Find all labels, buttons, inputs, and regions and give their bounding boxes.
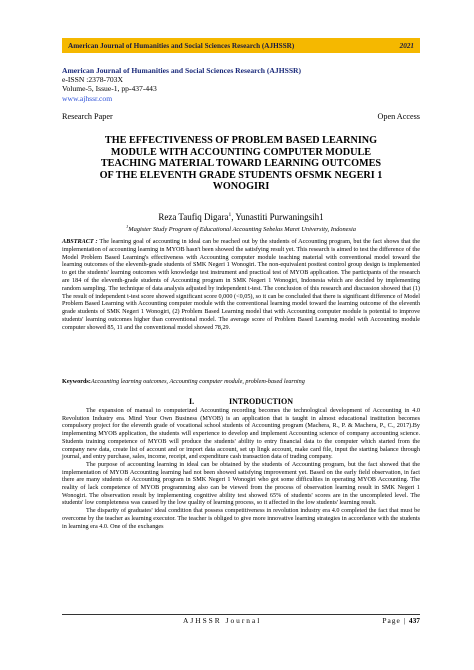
journal-meta xyxy=(62,66,420,103)
title-line: WONOGIRI xyxy=(212,181,270,192)
author-name: Reza Taufiq Digara xyxy=(158,212,229,222)
meta-website-link[interactable]: www.ajhssr.com xyxy=(62,93,113,103)
author-superscript: 1 xyxy=(228,212,232,218)
meta-volume: Volume-5, Issue-1, pp-437-443 xyxy=(62,84,157,94)
footer-journal: AJHSSR Journal xyxy=(183,616,262,625)
author-list xyxy=(62,212,420,222)
abstract-text: The learning goal of accounting in ideal can be reached out by the students of Accounting program, but the fact shows that the implementation of accounting learning in MYOB hasn't been showed the satisfying result yet. This research is aimed to test the difference of the Model Problem Based Learning's effectiveness with Accounting computer module teaching material with conventional model toward the learning outcomes of the eleventh-grade students of SMK Negeri 1 Wonogiri. The non-equivalent posttest control group design is implemented to get the students' learning outcomes with knowledge test instrument and practical test of MYOB application. The participants of the research are 184 of the eleventh-grade students of Accounting program in SMK Negeri 1 Wonogiri, Indonesia which are decided by implementing random sampling. The technique of data analysis adjusted by independent t-test. The conclusion of this research and discussion showed that (1) The result of independent t-test score showed significant score 0,000 (<0,05), so it can be concluded that there is significant difference of Model Problem Based Learning with Accounting computer module with the conventional learning model toward the learning outcome of the eleventh grade students of SMK Negeri 1 Wonogiri, (2) Problem Based Learning model that with Accounting computer module is potential to improve students' learning outcomes higher than conventional model. The average score of Problem Based Learning model with Accounting module computer showed 85, 11 and the conventional model showed 78,29. xyxy=(62,238,420,331)
keywords-label: Keywords: xyxy=(62,378,91,385)
title-line: TEACHING MATERIAL TOWARD LEARNING OUTCOMES xyxy=(100,158,382,169)
affiliation xyxy=(62,224,420,233)
access-label: Open Access xyxy=(377,112,420,121)
page-footer xyxy=(62,614,420,625)
affiliation-text: Magister Study Program of Educational Accounting Sebelas Maret University, Indonesia xyxy=(128,226,356,234)
title-line: OF THE ELEVENTH GRADE STUDENTS OFSMK NEGERI 1 xyxy=(99,169,383,181)
band-year: 2021 xyxy=(399,41,414,50)
keywords xyxy=(62,378,420,386)
title-line: MODULE WITH ACCOUNTING COMPUTER MODULE xyxy=(110,146,372,158)
meta-issn: e-ISSN :2378-703X xyxy=(62,75,123,85)
section-title: INTRODUCTION xyxy=(228,397,293,406)
body-paragraph: The purpose of accounting learning in ideal can be obtained by the students of Accounting program, but the fact showed that the implementation of MYOB Accounting learning had not been showed satisfying improvement yet. Based on the early field observation, in fact there are many students of Accounting program in SMK Negeri 1 Wonogiri who got some difficulties in operating MYOB Accounting. The reality of lack competence of MYOB programming also can be viewed from the process of observation learning result in SMK Negeri 1 Wonogiri. The observation result by implementing cognitive ability test showed 65% of students' scores are in the uncompleted level. The students' low completeness was caused by the low quality of learning process, so it affected in the low students' learning result. xyxy=(62,460,420,507)
title-line: THE EFFECTIVENESS OF PROBLEM BASED LEARNING xyxy=(104,135,378,146)
body-paragraph: The disparity of graduates' ideal condition that possess competitiveness in revolution industry era 4.0 completed the fact that must be overcome by the teacher as learning executor. The teacher is obliged to give more innovative learning strategies in accordance with the students in learning era 4.0. One of the exchanges xyxy=(62,507,420,530)
journal-header-band xyxy=(62,38,420,53)
paper-type-row xyxy=(62,112,420,122)
keywords-text: Accounting learning outcomes, Accounting computer module, problem-based learning xyxy=(90,378,305,385)
paper-type-label: Research Paper xyxy=(62,112,113,121)
abstract xyxy=(62,238,420,332)
affiliation-superscript: 1 xyxy=(126,224,129,229)
body-paragraph: The expansion of manual to computerized Accounting recording becomes the technological development of Accounting in 4.0 Revolution Industry era. Mind Your Own Business (MYOB) is an application that is taught in almost educational institution becomes compulsory project for the eleventh grade of vocational school students of Accounting program (Machera, R., P. & Machera, P., C., 2017).By implementing MYOB application, the students will experience to develop and implement Accounting science of company accounting science. Students training competence of MYOB will produce the students' ability to entry financial data to the computer which started from the company new data, create list of account and or import data account, set up lingk account, make card file, input the starting balance through journal, and entry purchase, sales, income, receipt, and expenditure cash transaction data of trading company. xyxy=(62,407,420,461)
footer-page-number: 437 xyxy=(408,616,420,625)
section-heading xyxy=(62,397,420,406)
band-journal-name: American Journal of Humanities and Social Sciences Research (AJHSSR) xyxy=(68,41,295,50)
paper-title xyxy=(62,135,420,193)
section-number: I. xyxy=(188,397,195,406)
meta-journal-name: American Journal of Humanities and Social Sciences Research (AJHSSR) xyxy=(62,66,302,75)
footer-page-label: Page | xyxy=(382,616,409,625)
author-name: , Yunastiti Purwaningsih1 xyxy=(231,212,324,222)
abstract-label: ABSTRACT : xyxy=(62,238,98,245)
footer-page xyxy=(382,616,420,625)
introduction-body xyxy=(62,407,420,530)
